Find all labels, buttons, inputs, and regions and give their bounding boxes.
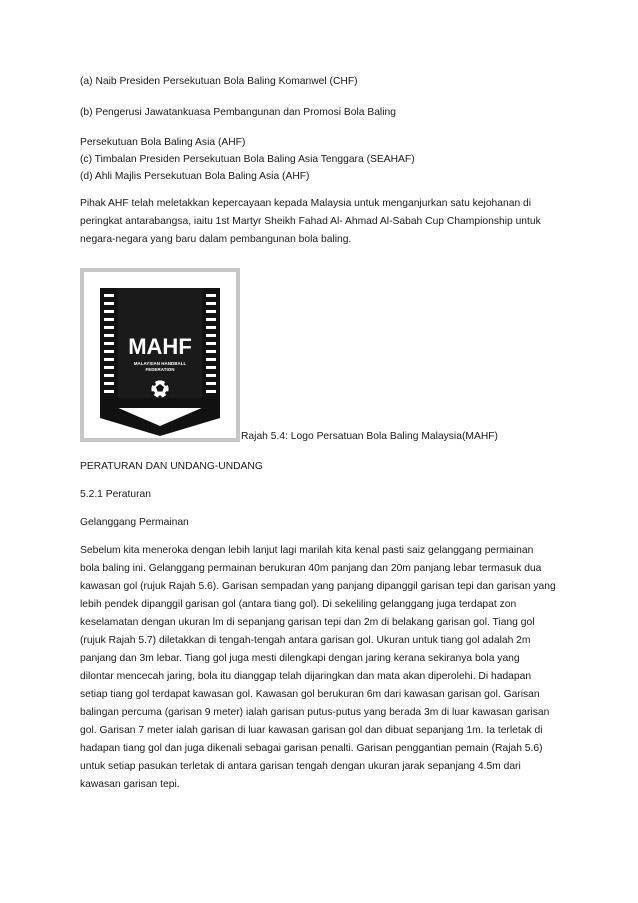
logo-inner <box>84 272 236 438</box>
section-heading: PERATURAN DAN UNDANG-UNDANG <box>80 461 263 472</box>
logo-subtext-1: MALAYSIAN HANDBALL <box>133 361 187 366</box>
logo-image <box>80 268 240 442</box>
intro-line-3: negara-negara yang baru dalam pembangunan bola baling. <box>80 234 352 245</box>
role-item-d: (d) Ahli Majlis Persekutuan Bola Baling Asia (AHF) <box>80 171 310 182</box>
intro-line-1: Pihak AHF telah meletakkan kepercayaan kepada Malaysia untuk menganjurkan satu kejohanan di <box>80 198 532 209</box>
body-line-5: keselamatan dengan ukuran lm di sepanjang garisan tepi dan 2m di belakang garisan gol. Tiang gol <box>80 617 535 628</box>
body-line-9: setiap tiang gol terdapat kawasan gol. Kawasan gol berukuran 6m dari kawasan garisan gol. Garisan <box>80 689 540 700</box>
role-item-b: (b) Pengerusi Jawatankuasa Pembangunan dan Promosi Bola Baling <box>80 107 396 118</box>
body-line-3: kawasan gol (rujuk Rajah 5.6). Garisan sempadan yang panjang dipanggil garisan tepi dan garisan yang <box>80 581 556 592</box>
body-line-7: panjang dan 3m lebar. Tiang gol juga mesti dilengkapi dengan jaring kerana sekiranya bola yang <box>80 653 520 664</box>
body-line-10: balingan percuma (garisan 9 meter) ialah garisan putus-putus yang berada 3m di luar kawasan garisan <box>80 707 550 718</box>
handball-icon <box>151 380 169 399</box>
logo-wordmark: MAHF <box>128 334 192 359</box>
body-line-6: (rujuk Rajah 5.7) diletakkan di tengah-tengah antara garisan gol. Ukuran untuk tiang gol adalah 2m <box>80 635 531 646</box>
body-line-11: gol. Garisan 7 meter ialah garisan di luar kawasan garisan gol dan dibuat sepanjang 1m. Ia terletak di <box>80 725 543 736</box>
body-line-2: bola baling ini. Gelanggang permainan berukuran 40m panjang dan 20m panjang lebar termasuk dua <box>80 563 542 574</box>
role-item-b-cont: Persekutuan Bola Baling Asia (AHF) <box>80 137 246 148</box>
figure-caption: Rajah 5.4: Logo Persatuan Bola Baling Malaysia(MAHF) <box>241 431 498 442</box>
body-line-8: dilontar mencecah jaring, bola itu dianggap telah dijaringkan dan mata akan diperolehi. Di hadapan <box>80 671 532 682</box>
logo-subtext-2: FEDERATION <box>145 367 175 372</box>
mahf-logo <box>84 272 236 438</box>
role-item-a: (a) Naib Presiden Persekutuan Bola Baling Komanwel (CHF) <box>80 76 358 87</box>
body-line-4: lebih pendek dipanggil garisan gol (antara tiang gol). Di sekeliling gelanggang juga terdapat zon <box>80 599 517 610</box>
body-line-12: hadapan tiang gol dan juga dikenali sebagai garisan penalti. Garisan penggantian pemain (Rajah 5.6) <box>80 743 543 754</box>
intro-line-2: peringkat antarabangsa, iaitu 1st Martyr Sheikh Fahad Al- Ahmad Al-Sabah Cup Championship untuk <box>80 216 541 227</box>
body-line-14: kawasan garisan tepi. <box>80 779 180 790</box>
body-line-13: untuk setiap pasukan terletak di antara garisan tengah dengan ukuran jarak sepanjang 4.5m dari <box>80 761 521 772</box>
topic-heading: Gelanggang Permainan <box>80 517 189 528</box>
body-line-1: Sebelum kita meneroka dengan lebih lanjut lagi marilah kita kenal pasti saiz gelanggang permainan <box>80 545 534 556</box>
subsection-heading: 5.2.1 Peraturan <box>80 489 151 500</box>
role-item-c: (c) Timbalan Presiden Persekutuan Bola Baling Asia Tenggara (SEAHAF) <box>80 154 415 165</box>
